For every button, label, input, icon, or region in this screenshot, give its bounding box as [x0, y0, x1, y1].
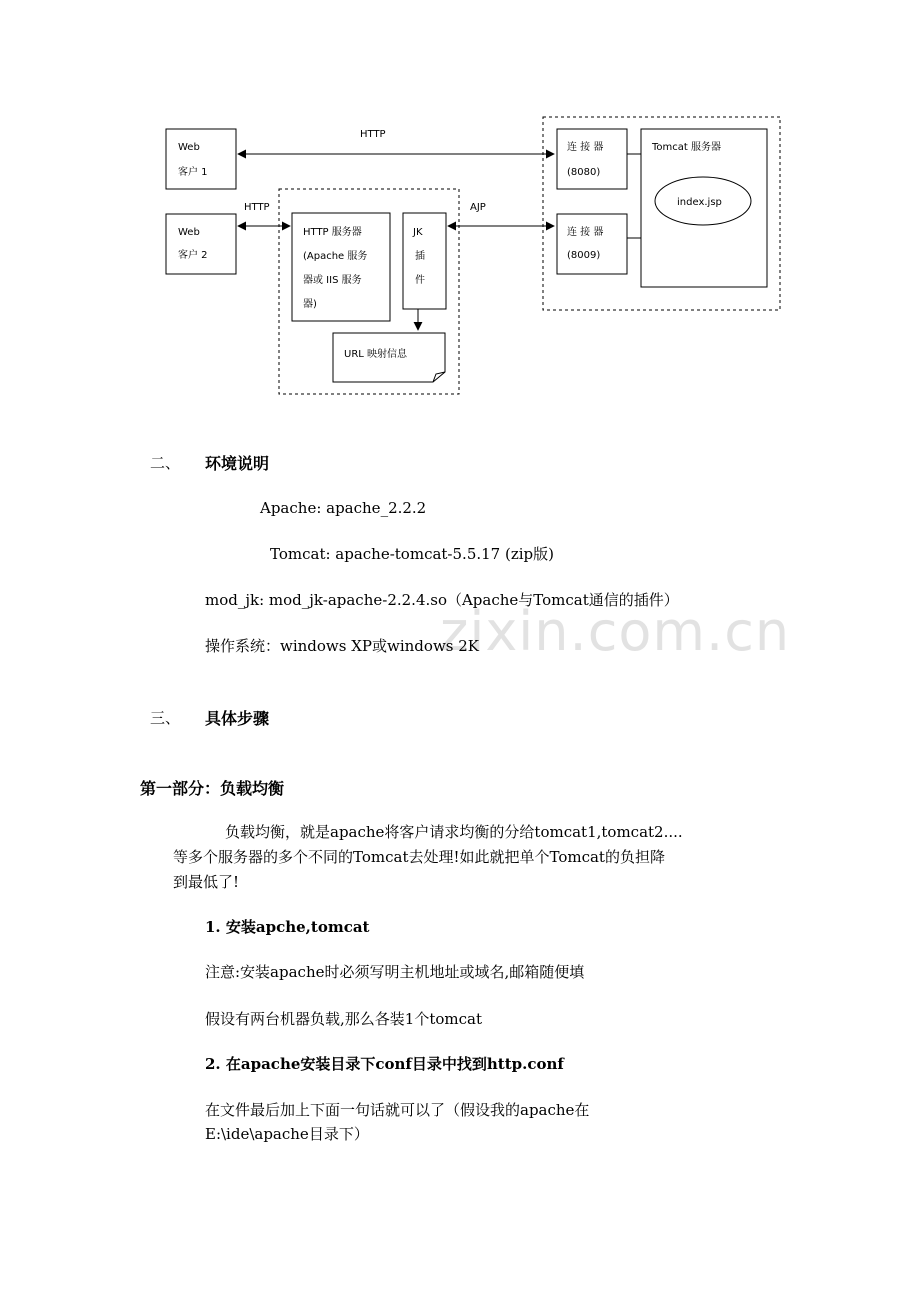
connector-8009-box: [557, 214, 627, 274]
connector-8080-line1: 连 接 器: [567, 142, 604, 153]
jk-plugin-line3: 件: [415, 275, 425, 286]
section3-number: 三、: [150, 709, 181, 727]
section2-number: 二、: [150, 454, 181, 472]
intro-line3: 到最低了!: [173, 873, 240, 891]
http-server-line3: 器或 IIS 服务: [303, 275, 362, 286]
web-client-1-line1: Web: [178, 142, 200, 153]
url-mapping-label: URL 映射信息: [344, 349, 408, 360]
http-top-label: HTTP: [360, 129, 386, 140]
env-apache: Apache: apache_2.2.2: [260, 499, 427, 517]
watermark: zixin.com.cn: [440, 600, 791, 663]
jk-plugin-line1: JK: [413, 227, 423, 238]
web-client-2-line1: Web: [178, 227, 200, 238]
section3-title: 具体步骤: [205, 709, 270, 728]
env-modjk: mod_jk: mod_jk-apache-2.2.4.so（Apache与Tomcat通信的插件）: [205, 591, 679, 609]
web-client-2-line2: 客户 2: [178, 250, 208, 261]
append-line2: E:\ide\apache目录下）: [205, 1125, 369, 1143]
web-client-2: [166, 214, 236, 274]
intro-line1: 负载均衡，就是apache将客户请求均衡的分给tomcat1,tomcat2....: [225, 823, 683, 841]
assume-note: 假设有两台机器负载,那么各装1个tomcat: [205, 1010, 482, 1028]
index-jsp-label: index.jsp: [677, 197, 722, 208]
http-left-label: HTTP: [244, 202, 270, 213]
http-server-line2: (Apache 服务: [303, 251, 368, 262]
http-server-line1: HTTP 服务器: [303, 227, 362, 238]
jk-plugin-line2: 插: [415, 251, 425, 262]
web-client-1-line2: 客户 1: [178, 167, 208, 178]
http-server-line4: 器): [303, 299, 317, 310]
connector-8080-box: [557, 129, 627, 189]
append-line1: 在文件最后加上下面一句话就可以了（假设我的apache在: [205, 1101, 590, 1119]
jk-plugin-box: [403, 213, 446, 309]
install-note: 注意:安装apache时必须写明主机地址或域名,邮箱随便填: [205, 963, 585, 981]
architecture-diagram: [0, 0, 920, 420]
part1-title: 第一部分：负载均衡: [140, 779, 285, 798]
env-tomcat: Tomcat: apache-tomcat-5.5.17 (zip版): [270, 545, 554, 563]
connector-8009-line2: (8009): [567, 250, 601, 261]
web-client-1: [166, 129, 236, 189]
http-server-box: [292, 213, 390, 321]
connector-8080-line2: (8080): [567, 167, 601, 178]
step2-heading: 2. 在apache安装目录下conf目录中找到http.conf: [205, 1055, 564, 1073]
section2-title: 环境说明: [205, 454, 270, 473]
intro-line2: 等多个服务器的多个不同的Tomcat去处理!如此就把单个Tomcat的负担降: [173, 848, 665, 866]
ajp-label: AJP: [470, 202, 486, 213]
step1-heading: 1. 安装apche,tomcat: [205, 918, 370, 936]
url-mapping-document: [333, 333, 445, 382]
env-os: 操作系统：windows XP或windows 2K: [205, 637, 479, 655]
connector-8009-line1: 连 接 器: [567, 227, 604, 238]
tomcat-server-label: Tomcat 服务器: [652, 142, 721, 153]
tomcat-server-box: [641, 129, 767, 287]
